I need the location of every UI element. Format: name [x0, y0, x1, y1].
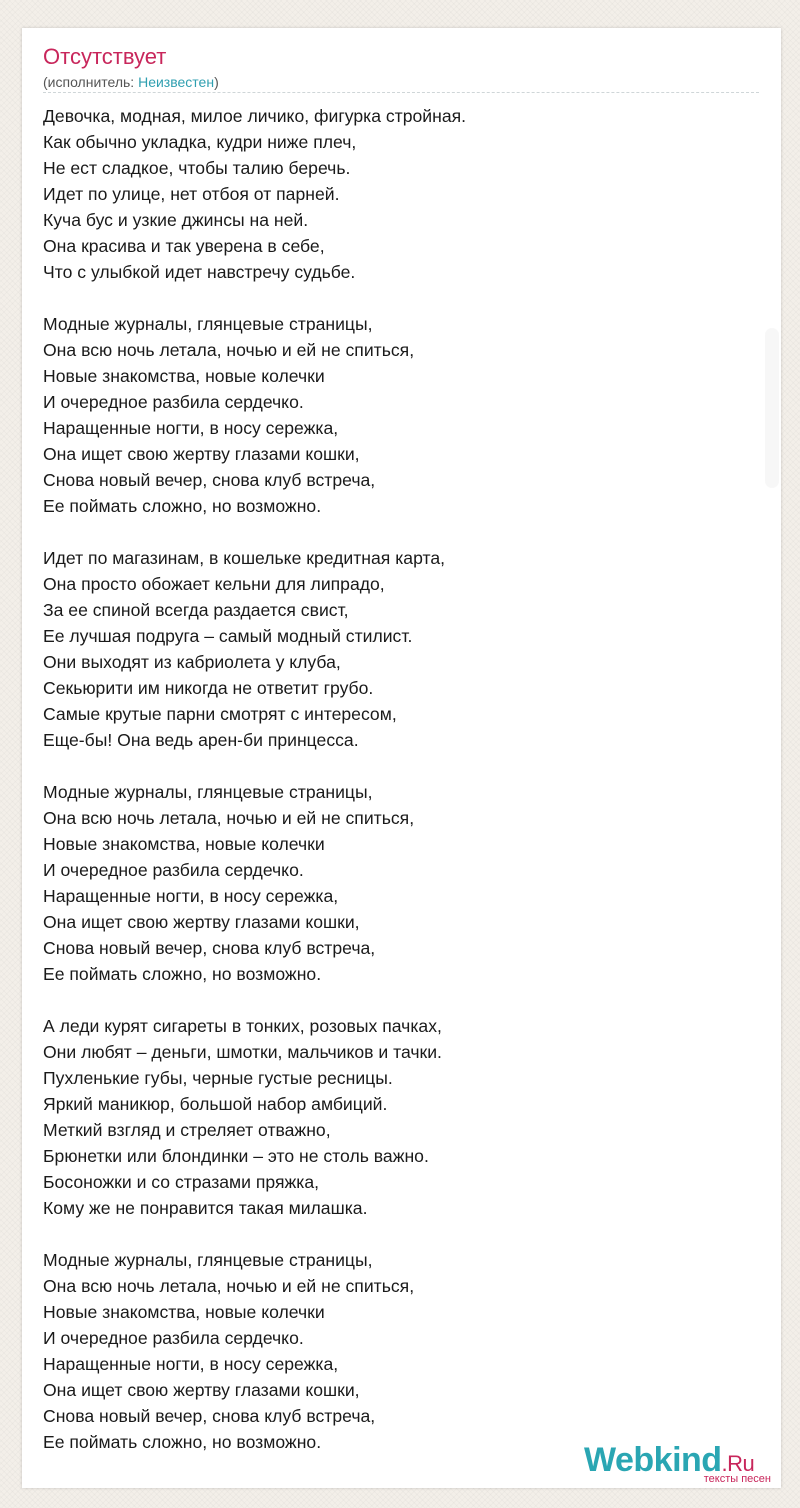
artist-suffix: ) [214, 74, 219, 90]
lyric-line: Они любят – деньги, шмотки, мальчиков и тачки. [43, 1042, 442, 1062]
lyrics-card [22, 28, 781, 1488]
lyric-line: Пухленькие губы, черные густые ресницы. [43, 1068, 393, 1088]
lyric-line: И очередное разбила сердечко. [43, 860, 304, 880]
lyric-line: Босоножки и со стразами пряжка, [43, 1172, 320, 1192]
lyric-line: Что с улыбкой идет навстречу судьбе. [43, 262, 356, 282]
lyrics-stanza [43, 103, 753, 285]
webkind-logo[interactable] [584, 1442, 784, 1486]
lyric-line: Она красива и так уверена в себе, [43, 236, 325, 256]
lyric-line: Она ищет свою жертву глазами кошки, [43, 444, 360, 464]
lyric-line: Наращенные ногти, в носу сережка, [43, 418, 339, 438]
logo-tld: .Ru [721, 1451, 755, 1476]
lyric-line: И очередное разбила сердечко. [43, 392, 304, 412]
lyric-line: Она просто обожает кельни для липрадо, [43, 574, 385, 594]
lyric-line: Как обычно укладка, кудри ниже плеч, [43, 132, 357, 152]
lyric-line: Меткий взгляд и стреляет отважно, [43, 1120, 331, 1140]
lyric-line: А леди курят сигареты в тонких, розовых пачках, [43, 1016, 442, 1036]
lyric-line: Новые знакомства, новые колечки [43, 366, 325, 386]
lyric-line: Идет по улице, нет отбоя от парней. [43, 184, 340, 204]
lyric-line: Снова новый вечер, снова клуб встреча, [43, 470, 376, 490]
lyric-line: Секьюрити им никогда не ответит грубо. [43, 678, 374, 698]
artist-prefix: (исполнитель: [43, 74, 139, 90]
artist-line [43, 73, 219, 91]
lyric-line: Еще-бы! Она ведь арен-би принцесса. [43, 730, 359, 750]
lyric-line: Самые крутые парни смотрят с интересом, [43, 704, 397, 724]
lyric-line: Идет по магазинам, в кошельке кредитная карта, [43, 548, 446, 568]
lyric-line: Модные журналы, глянцевые страницы, [43, 1250, 373, 1270]
lyric-line: Модные журналы, глянцевые страницы, [43, 314, 373, 334]
lyric-line: Ее поймать сложно, но возможно. [43, 964, 322, 984]
lyric-line: Она всю ночь летала, ночью и ей не спиться, [43, 340, 415, 360]
lyric-line: Она ищет свою жертву глазами кошки, [43, 1380, 360, 1400]
lyric-line: Наращенные ногти, в носу сережка, [43, 886, 339, 906]
artist-link[interactable]: Неизвестен [138, 74, 215, 90]
lyric-line: Ее поймать сложно, но возможно. [43, 1432, 322, 1452]
lyric-line: Девочка, модная, милое личико, фигурка стройная. [43, 106, 467, 126]
lyric-line: Наращенные ногти, в носу сережка, [43, 1354, 339, 1374]
lyrics-stanza [43, 1247, 753, 1455]
lyric-line: Снова новый вечер, снова клуб встреча, [43, 1406, 376, 1426]
lyric-line: Она всю ночь летала, ночью и ей не спиться, [43, 808, 415, 828]
logo-tagline: тексты песен [703, 1473, 771, 1485]
lyric-line: Куча бус и узкие джинсы на ней. [43, 210, 309, 230]
lyric-line: Яркий маникюр, большой набор амбиций. [43, 1094, 388, 1114]
lyrics-stanza [43, 779, 753, 987]
lyric-line: Брюнетки или блондинки – это не столь важно. [43, 1146, 429, 1166]
lyric-line: Модные журналы, глянцевые страницы, [43, 782, 373, 802]
lyric-line: Ее лучшая подруга – самый модный стилист. [43, 626, 413, 646]
logo-main-text: Webkind [584, 1441, 722, 1479]
title-divider [43, 92, 759, 93]
lyric-line: Они выходят из кабриолета у клуба, [43, 652, 341, 672]
lyric-line: Не ест сладкое, чтобы талию беречь. [43, 158, 351, 178]
lyric-line: Кому же не понравится такая милашка. [43, 1198, 368, 1218]
lyrics-stanza [43, 311, 753, 519]
lyric-line: Новые знакомства, новые колечки [43, 834, 325, 854]
lyric-line: Она ищет свою жертву глазами кошки, [43, 912, 360, 932]
lyrics-stanza [43, 545, 753, 753]
lyrics-body [43, 103, 753, 1481]
scrollbar-thumb[interactable] [765, 328, 779, 488]
lyrics-stanza [43, 1013, 753, 1221]
song-title: Отсутствует [43, 44, 167, 69]
lyric-line: Она всю ночь летала, ночью и ей не спиться, [43, 1276, 415, 1296]
lyric-line: И очередное разбила сердечко. [43, 1328, 304, 1348]
lyric-line: Снова новый вечер, снова клуб встреча, [43, 938, 376, 958]
lyric-line: Ее поймать сложно, но возможно. [43, 496, 322, 516]
lyric-line: За ее спиной всегда раздается свист, [43, 600, 349, 620]
lyric-line: Новые знакомства, новые колечки [43, 1302, 325, 1322]
